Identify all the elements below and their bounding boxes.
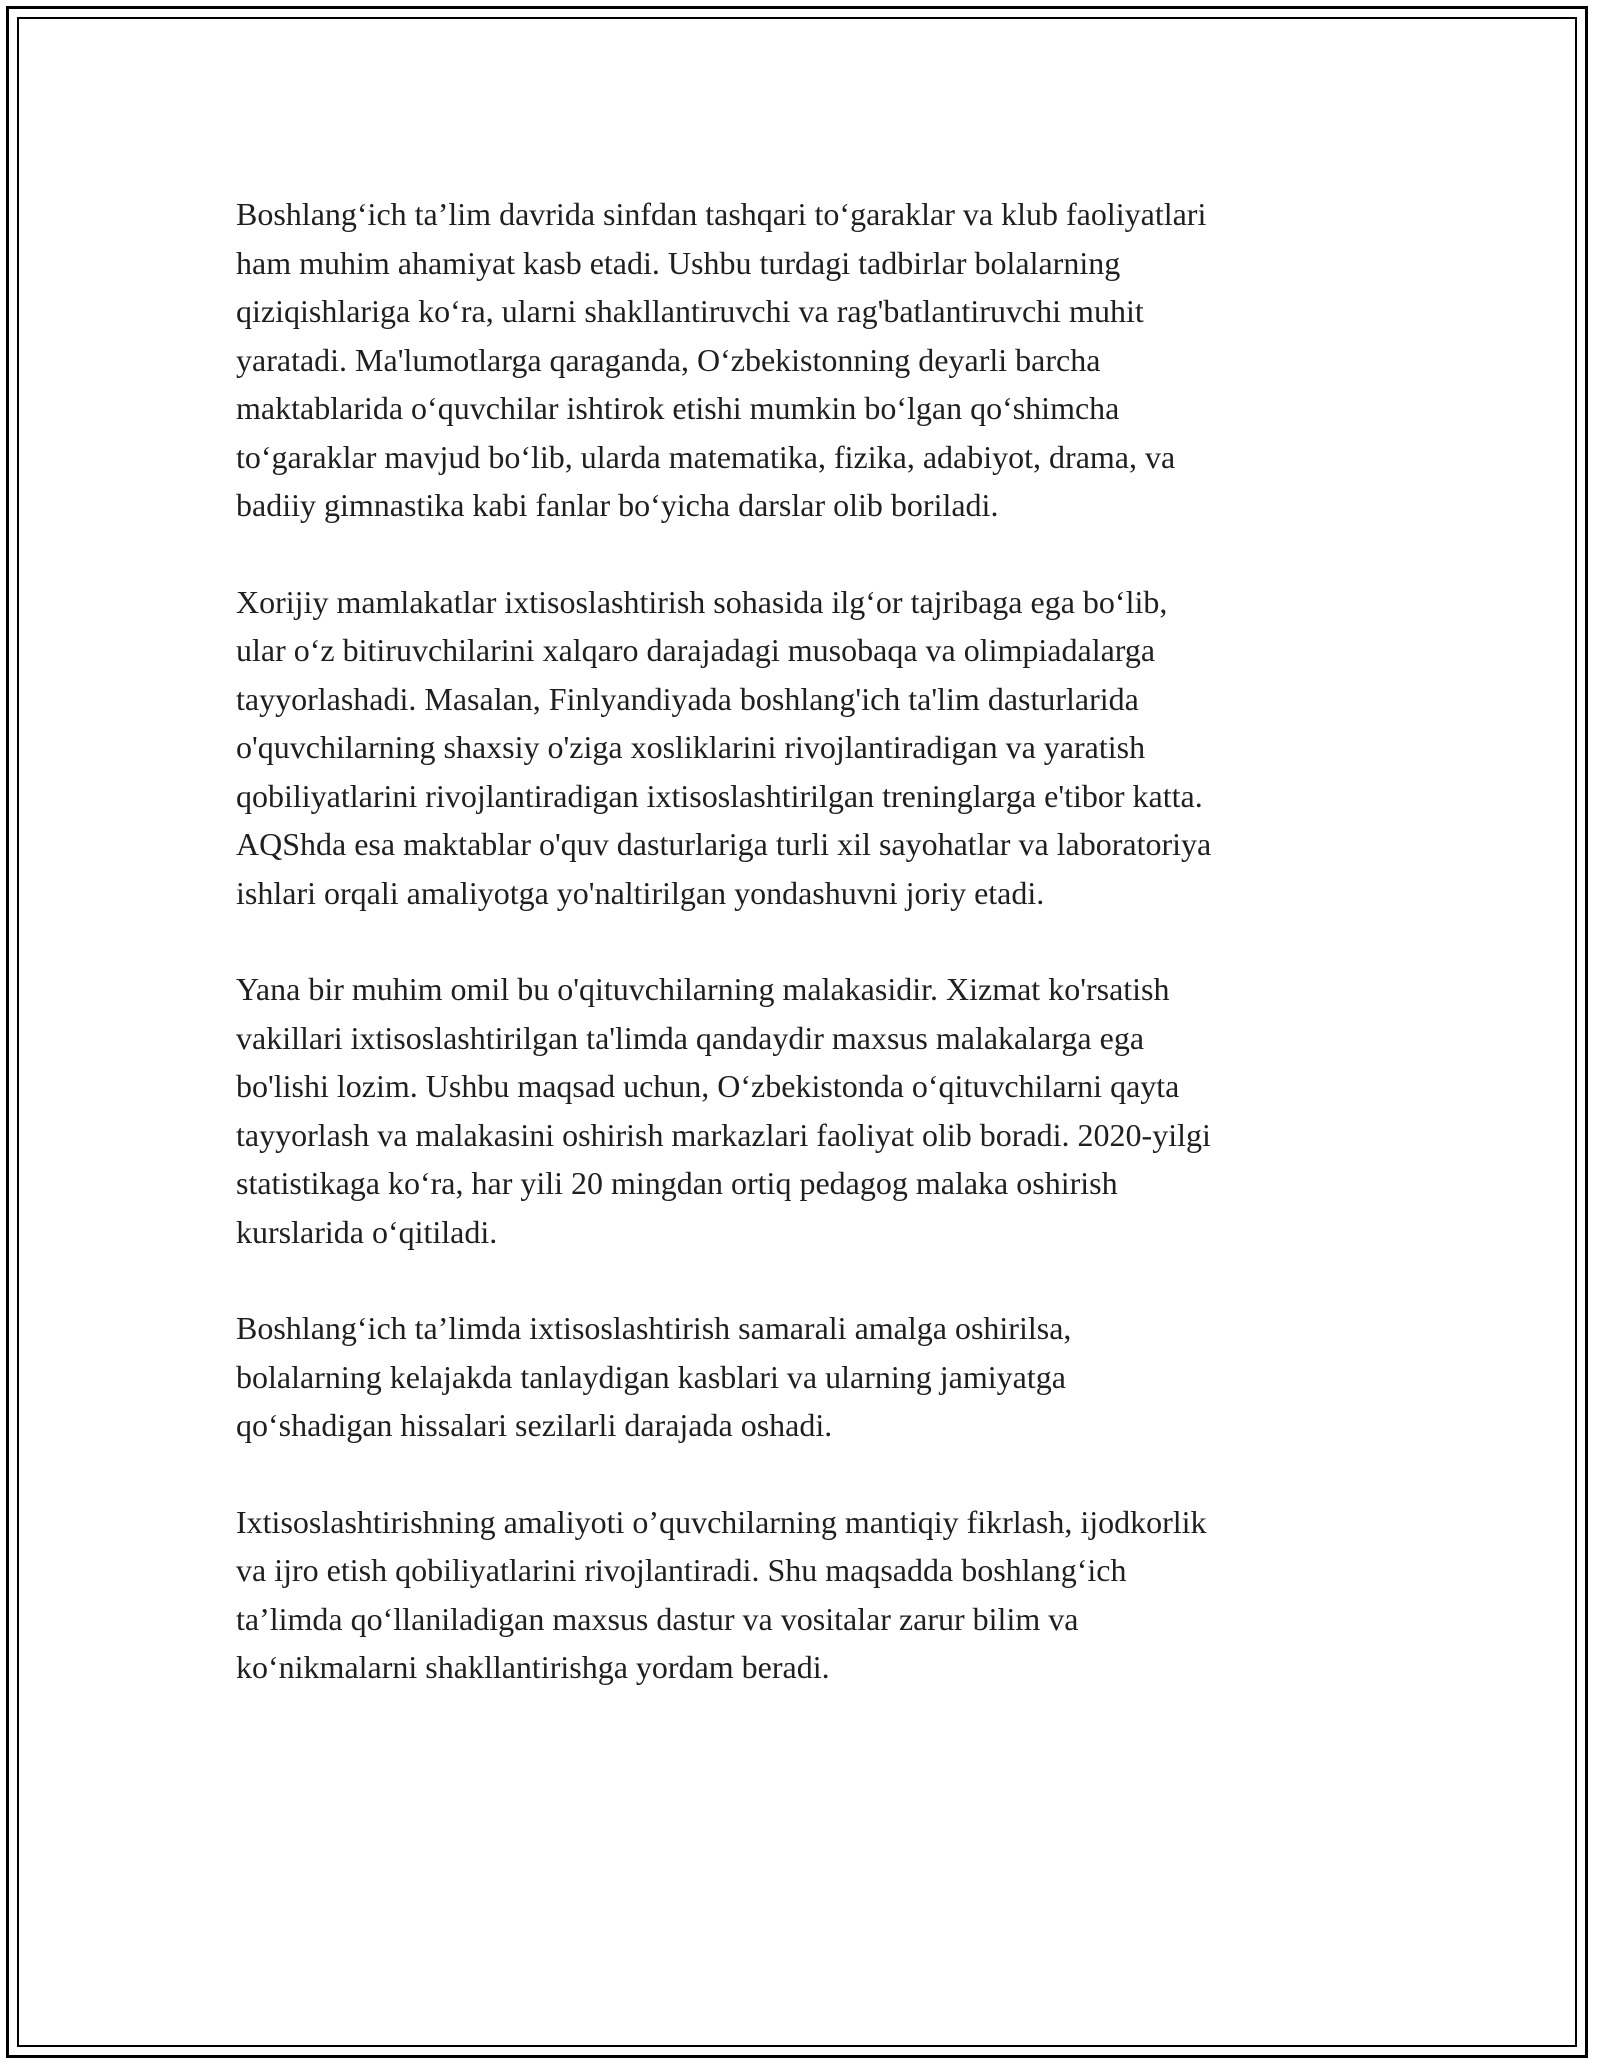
paragraph-4: Boshlang‘ich ta’limda ixtisoslashtirish samarali amalga oshirilsa, bolalarning kelajakda tanlaydigan kasblari va ularning jamiyatga qo‘shadigan hissalari sezilarli darajada oshadi. — [236, 1310, 1072, 1443]
paragraph-3: Yana bir muhim omil bu o'qituvchilarning malakasidir. Xizmat ko'rsatish vakillari ixtisoslashtirilgan ta'limda qandaydir maxsus malakalarga ega bo'lishi lozim. Ushbu maqsad uchun, O‘zbekistonda o‘qituvchilarni qayta tayyorlash va malakasini oshirish markazlari faoliyat olib boradi. 2020-yilgi statistikaga ko‘ra, har yili 20 mingdan ortiq pedagog malaka oshirish kurslarida o‘qitiladi. — [236, 971, 1211, 1250]
paragraph-2: Xorijiy mamlakatlar ixtisoslashtirish sohasida ilg‘or tajribaga ega bo‘lib, ular o‘z bitiruvchilarini xalqaro darajadagi musobaqa va olimpiadalarga tayyorlashadi. Masalan, Finlyandiyada boshlang'ich ta'lim dasturlarida o'quvchilarning shaxsiy o'ziga xosliklarini rivojlantiradigan va yaratish qobiliyatlarini rivojlantiradigan ixtisoslashtirilgan treninglarga e'tibor katta. AQShda esa maktablar o'quv dasturlariga turli xil sayohatlar va laboratoriya ishlari orqali amaliyotga yo'naltirilgan yondashuvni joriy etadi. — [236, 583, 1212, 911]
paragraph-1: Boshlang‘ich ta’lim davrida sinfdan tashqari to‘garaklar va klub faoliyatlari ham muhim ahamiyat kasb etadi. Ushbu turdagi tadbirlar bolalarning qiziqishlariga ko‘ra, ularni shakllantiruvchi va rag'batlantiruvchi muhit yaratadi. Ma'lumotlarga qaraganda, O‘zbekistonning deyarli barcha maktablarida o‘quvchilar ishtirok etishi mumkin bo‘lgan qo‘shimcha to‘garaklar mavjud bo‘lib, ularda matematika, fizika, adabiyot, drama, va badiiy gimnastika kabi fanlar bo‘yicha darslar olib boriladi. — [236, 196, 1207, 523]
paragraph-5: Ixtisoslashtirishning amaliyoti o’quvchilarning mantiqiy fikrlash, ijodkorlik va ijro etish qobiliyatlarini rivojlantiradi. Shu maqsadda boshlang‘ich ta’limda qo‘llaniladigan maxsus dastur va vositalar zarur bilim va ko‘nikmalarni shakllantirishga yordam beradi. — [236, 1503, 1207, 1685]
document-body — [236, 190, 1366, 1740]
